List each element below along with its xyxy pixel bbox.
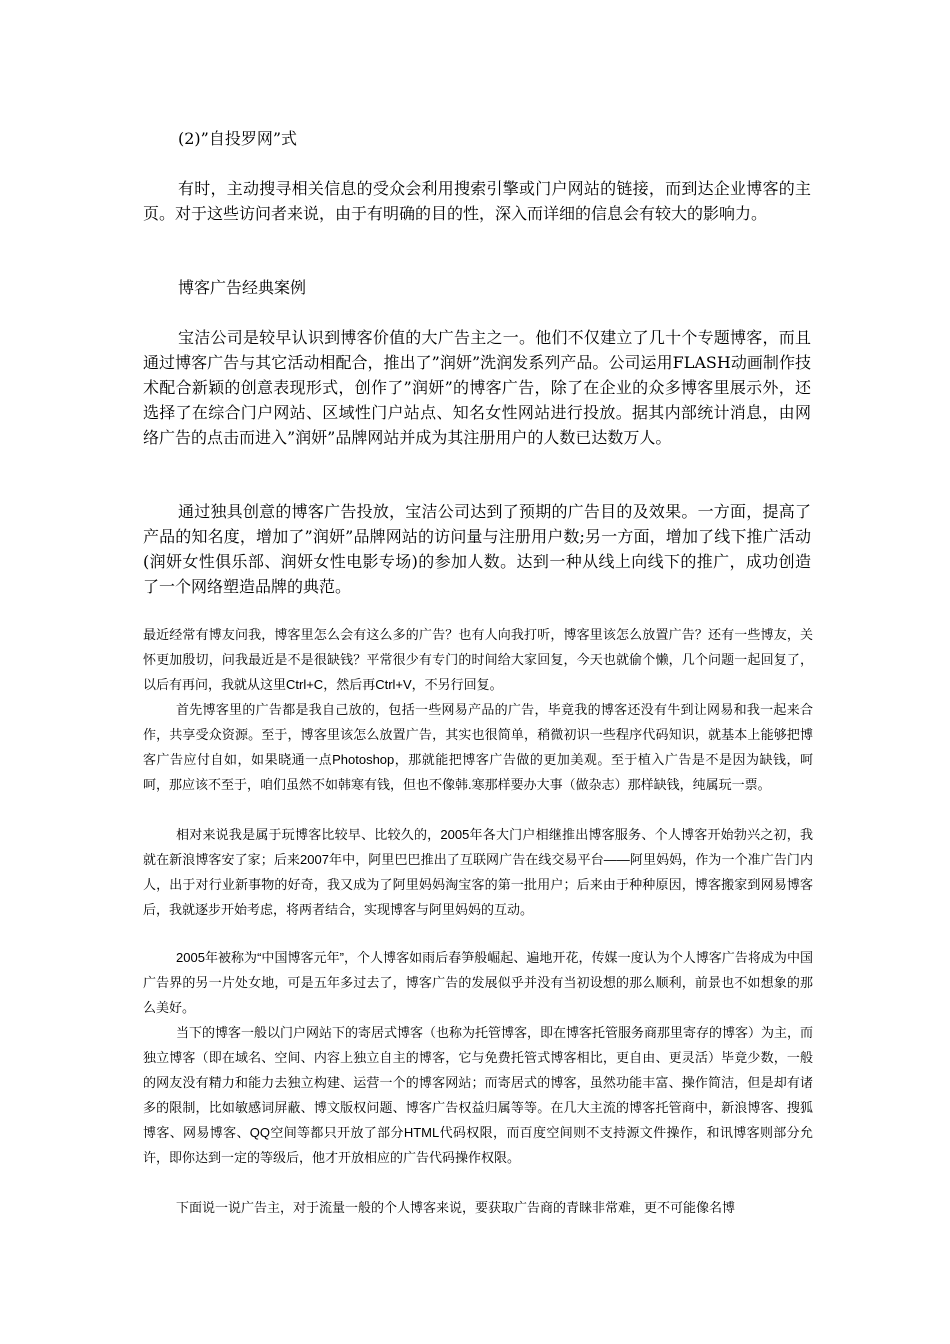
section-heading-self-discovery: (2)”自投罗网”式 xyxy=(178,129,298,148)
paragraph-hosted-blogs: 当下的博客一般以门户网站下的寄居式博客（也称为托管博客，即在博客托管服务商那里寄存的博客）为主，而独立博客（即在域名、空间、内容上独立自主的博客，它与免费托管式博客相比，更自由、更灵活）毕竟少数，一般的网友没有精力和能力去独立构建、运营一个的博客网站；而寄居式的博客，虽然功能丰富、操作简洁，但是却有诸多的限制，比如敏感词屏蔽、博文版权问题、博客广告权益归属等等。在几大主流的博客托管商中，新浪博客、搜狐博客、网易博客、QQ空间等都只开放了部分HTML代码权限，而百度空间则不支持源文件操作，和讯博客则部分允许，即你达到一定的等级后，他才开放相应的广告代码操作权限。 xyxy=(143,1025,814,1165)
paragraph-pg-results: 通过独具创意的博客广告投放，宝洁公司达到了预期的广告目的及效果。一方面，提高了产品的知名度，增加了”润妍”品牌网站的访问量与注册用户数;另一方面，增加了线下推广活动(润妍女性俱乐部、润妍女性电影专场)的参加人数。达到一种从线上向线下的推广，成功创造了一个网络塑造品牌的典范。 xyxy=(143,502,811,596)
paragraph-advertisers: 下面说一说广告主，对于流量一般的个人博客来说，要获取广告商的青睐非常难，更不可能像名博 xyxy=(176,1200,736,1215)
paragraph-pg-case: 宝洁公司是较早认识到博客价值的大广告主之一。他们不仅建立了几十个专题博客，而且通过博客广告与其它活动相配合，推出了”润妍”洗润发系列产品。公司运用FLASH动画制作技术配合新颖的创意表现形式，创作了”润妍”的博客广告，除了在企业的众多博客里展示外，还选择了在综合门户网站、区域性门户站点、知名女性网站进行投放。据其内部统计消息，由网络广告的点击而进入”润妍”品牌网站并成为其注册用户的人数已达数万人。 xyxy=(143,328,811,447)
paragraph-blog-year-2005: 2005年被称为“中国博客元年”，个人博客如雨后春笋般崛起、遍地开花，传媒一度认为个人博客广告将成为中国广告界的另一片处女地，可是五年多过去了，博客广告的发展似乎并没有当初设想的那么顺利，前景也不如想象的那么美好。 xyxy=(143,950,813,1015)
section-heading-classic-cases: 博客广告经典案例 xyxy=(178,278,307,297)
paragraph-self-discovery: 有时，主动搜寻相关信息的受众会利用搜索引擎或门户网站的链接，而到达企业博客的主页。对于这些访问者来说，由于有明确的目的性，深入而详细的信息会有较大的影响力。 xyxy=(143,179,811,223)
paragraph-ads-self-placed: 首先博客里的广告都是我自己放的，包括一些网易产品的广告，毕竟我的博客还没有牛到让网易和我一起来合作，共享受众资源。至于，博客里该怎么放置广告，其实也很简单，稍微初识一些程序代码知识，就基本上能够把博客广告应付自如，如果晓通一点Photoshop，那就能把博客广告做的更加美观。至于植入广告是不是因为缺钱，呵呵，那应该不至于，咱们虽然不如韩寒有钱，但也不像韩.寒那样要办大事（做杂志）那样缺钱，纯属玩一票。 xyxy=(143,702,813,792)
paragraph-blog-history: 相对来说我是属于玩博客比较早、比较久的，2005年各大门户相继推出博客服务、个人博客开始勃兴之初，我就在新浪博客安了家；后来2007年中，阿里巴巴推出了互联网广告在线交易平台——阿里妈妈，作为一个准广告门内人，出于对行业新事物的好奇，我又成为了阿里妈妈淘宝客的第一批用户；后来由于种种原因，博客搬家到网易博客后，我就逐步开始考虑，将两者结合，实现博客与阿里妈妈的互动。 xyxy=(143,827,813,917)
paragraph-blog-ads-intro: 最近经常有博友问我，博客里怎么会有这么多的广告？也有人向我打听，博客里该怎么放置广告？还有一些博友，关怀更加殷切，问我最近是不是很缺钱？平常很少有专门的时间给大家回复，今天也就偷个懒，几个问题一起回复了，以后有再问，我就从这里Ctrl+C，然后再Ctrl+V，不另行回复。 xyxy=(143,627,813,692)
